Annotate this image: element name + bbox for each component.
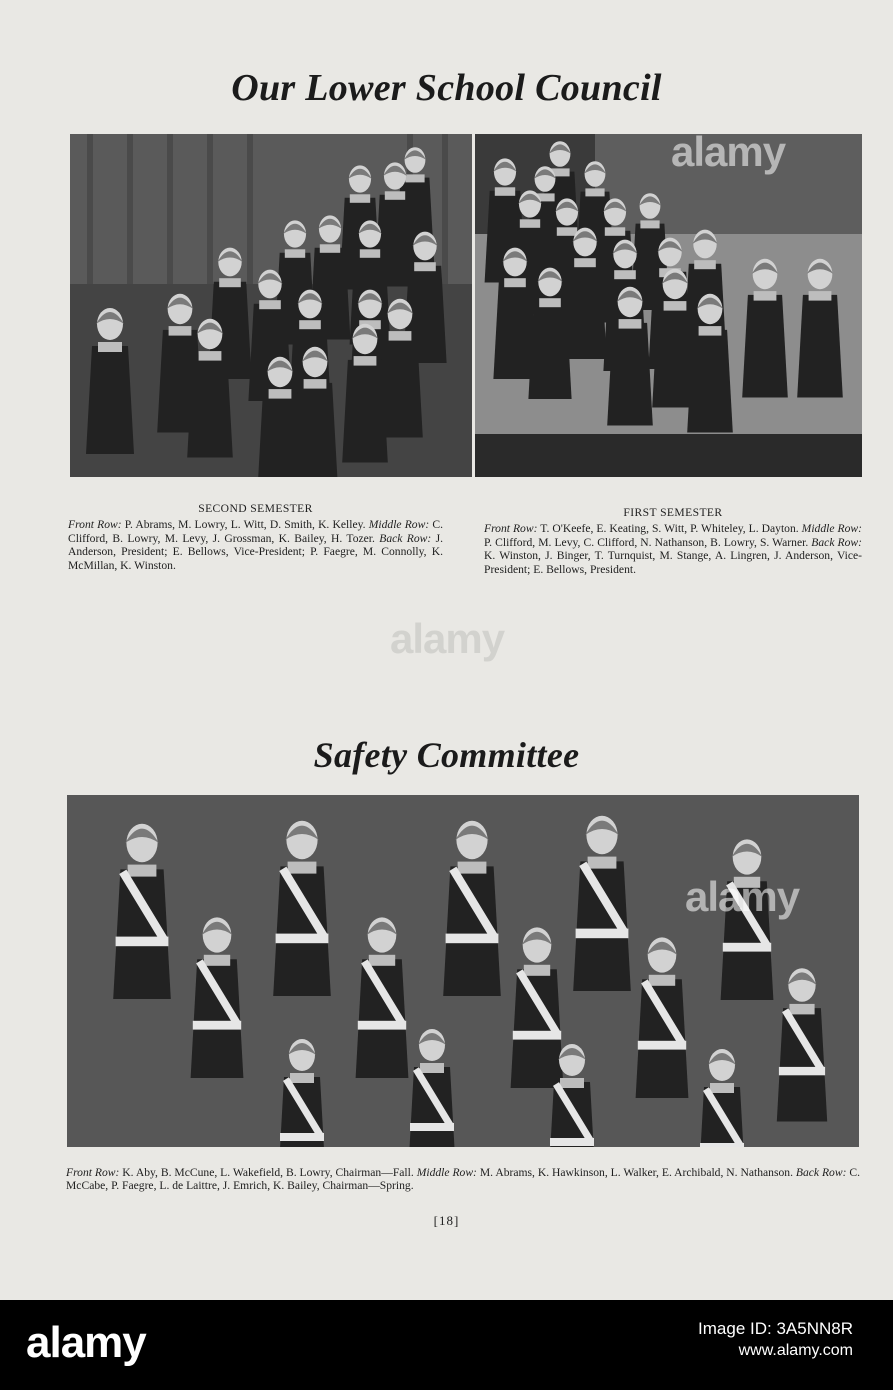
first-semester-photo bbox=[475, 134, 862, 477]
back-row-label: Back Row: bbox=[811, 535, 862, 549]
middle-row-label: Middle Row: bbox=[416, 1166, 477, 1179]
safety-committee-caption bbox=[66, 1166, 860, 1193]
watermark-text: alamy bbox=[390, 615, 505, 662]
middle-row-label: Middle Row: bbox=[368, 518, 430, 532]
middle-row-names: M. Abrams, K. Hawkinson, L. Walker, E. Archibald, N. Nathanson. bbox=[476, 1166, 796, 1179]
front-row-label: Front Row: bbox=[484, 522, 538, 536]
page-number: [18] bbox=[433, 1213, 460, 1228]
front-row-names: P. Abrams, M. Lowry, L. Witt, D. Smith, K. Kelley. bbox=[121, 518, 369, 532]
watermark-text: alamy bbox=[685, 873, 800, 920]
back-row-names: K. Winston, J. Binger, T. Turnquist, M. Stange, A. Lingren, J. Anderson, Vice-President; E. Bellows, President. bbox=[484, 549, 862, 576]
first-semester-caption bbox=[484, 506, 862, 576]
middle-row-names: C. Clifford, B. Lowry, M. Levy, J. Grossman, K. Bailey, H. Tozer. bbox=[68, 518, 443, 545]
safety-committee-photo bbox=[67, 795, 859, 1147]
image-id: Image ID: 3A5NN8R bbox=[698, 1319, 853, 1338]
first-semester-photo-art bbox=[475, 134, 862, 477]
front-row-label: Front Row: bbox=[66, 1166, 120, 1179]
site-url: www.alamy.com bbox=[738, 1342, 853, 1359]
second-semester-photo-art bbox=[70, 134, 472, 477]
middle-row-names: P. Clifford, M. Levy, C. Clifford, N. Nathanson, B. Lowry, S. Warner. bbox=[484, 535, 812, 549]
image-id-block bbox=[698, 1318, 853, 1362]
front-row-names: K. Aby, B. McCune, L. Wakefield, B. Lowry, Chairman—Fall. bbox=[119, 1166, 417, 1179]
back-row-label: Back Row: bbox=[379, 531, 432, 545]
middle-row-label: Middle Row: bbox=[801, 522, 862, 536]
alamy-logo: alamy bbox=[26, 1318, 146, 1367]
back-row-names: J. Anderson, President; E. Bellows, Vice-President; P. Faegre, M. Connolly, K. McMillan, K. Winston. bbox=[68, 531, 444, 572]
watermark-text: alamy bbox=[671, 134, 786, 175]
second-semester-caption bbox=[68, 502, 443, 572]
second-semester-heading: SECOND SEMESTER bbox=[198, 502, 313, 515]
safety-committee-photo-art bbox=[67, 795, 859, 1147]
safety-title: Safety Committee bbox=[313, 735, 580, 775]
front-row-names: T. O'Keefe, E. Keating, S. Witt, P. Whiteley, L. Dayton. bbox=[537, 522, 802, 536]
front-row-label: Front Row: bbox=[68, 518, 122, 532]
back-row-names: C. McCabe, P. Faegre, L. de Laittre, J. Emrich, K. Bailey, Chairman—Spring. bbox=[66, 1166, 861, 1193]
council-title: Our Lower School Council bbox=[231, 67, 662, 109]
second-semester-photo bbox=[70, 134, 472, 477]
back-row-label: Back Row: bbox=[795, 1166, 847, 1179]
first-semester-heading: FIRST SEMESTER bbox=[623, 506, 723, 519]
